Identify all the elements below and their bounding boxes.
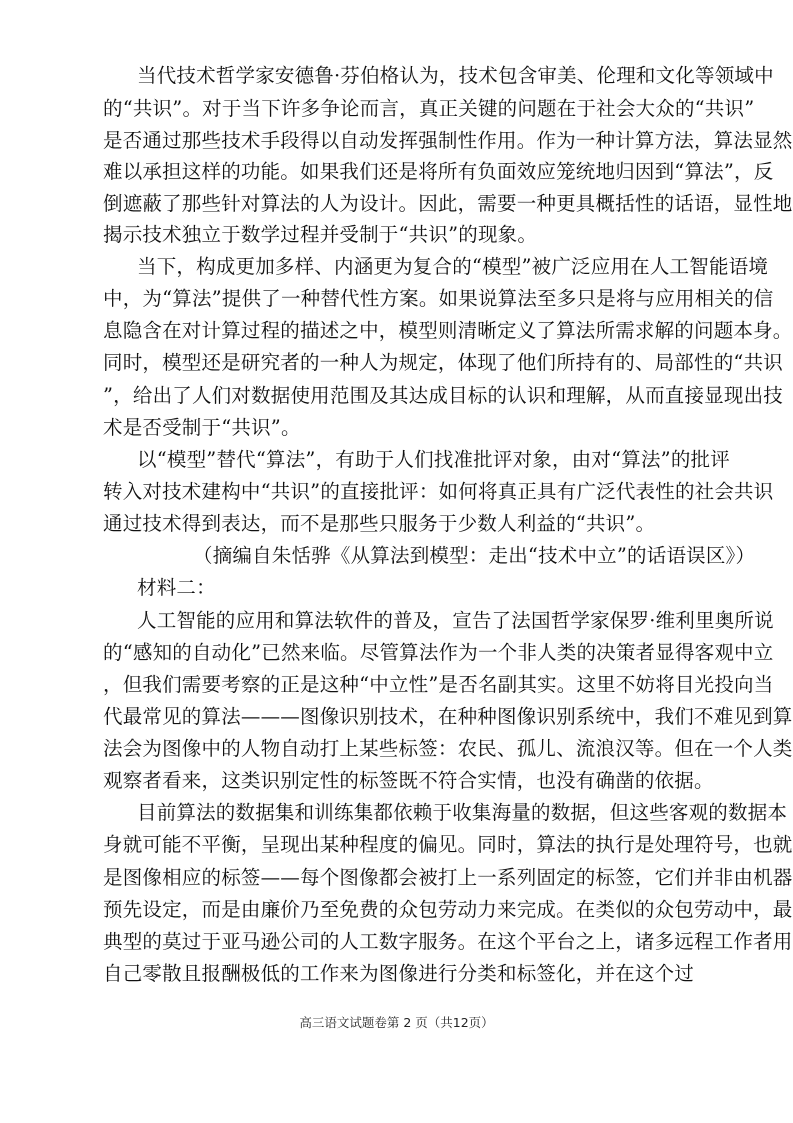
- paragraph-4-line-5: 法会为图像中的人物自动打上某些标签：农民、孤儿、流浪汉等。但在一个人类: [103, 737, 793, 760]
- paragraph-1-line-3: 是否通过那些技术手段得以自动发挥强制性作用。作为一种计算方法，算法显然: [103, 129, 793, 152]
- source-citation: （摘编自朱恬骅《从算法到模型：走出“技术中立”的话语误区》）: [193, 544, 756, 567]
- paragraph-3-line-1: 以“模型”替代“算法”，有助于人们找准批评对象，由对“算法”的批评: [137, 448, 730, 471]
- paragraph-2-line-5: ”，给出了人们对数据使用范围及其达成目标的认识和理解，从而直接显现出技: [103, 384, 783, 407]
- paragraph-3-line-2: 转入对技术建构中“共识”的直接批评：如何将真正具有广泛代表性的社会共识: [103, 480, 774, 503]
- paragraph-2-line-2: 中，为“算法”提供了一种替代性方案。如果说算法至多只是将与应用相关的信: [103, 287, 774, 310]
- paragraph-5-line-3: 是图像相应的标签——每个图像都会被打上一系列固定的标签，它们并非由机器: [103, 866, 793, 889]
- paragraph-3-line-3: 通过技术得到表达，而不是那些只服务于少数人利益的“共识”。: [103, 512, 656, 535]
- paragraph-1-line-6: 揭示技术独立于数学过程并受制于“共识”的现象。: [103, 223, 538, 246]
- paragraph-1-line-4: 难以承担这样的功能。如果我们还是将所有负面效应笼统地归因到“算法”，反: [103, 160, 774, 183]
- material-two-heading: 材料二：: [137, 576, 216, 599]
- paragraph-4-line-2: 的“感知的自动化”已然来临。尽管算法作为一个非人类的决策者显得客观中立: [103, 641, 774, 664]
- paragraph-2-line-3: 息隐含在对计算过程的描述之中，模型则清晰定义了算法所需求解的问题本身。: [103, 319, 793, 342]
- paragraph-1-line-1: 当代技术哲学家安德鲁·芬伯格认为，技术包含审美、伦理和文化等领域中: [137, 64, 774, 87]
- paragraph-2-line-6: 术是否受制于“共识”。: [103, 416, 301, 439]
- paragraph-2-line-4: 同时，模型还是研究者的一种人为规定，体现了他们所持有的、局部性的“共识: [103, 351, 783, 374]
- paragraph-5-line-1: 目前算法的数据集和训练集都依赖于收集海量的数据，但这些客观的数据本: [137, 801, 788, 824]
- paragraph-5-line-5: 典型的莫过于亚马逊公司的人工数字服务。在这个平台之上，诸多远程工作者用: [103, 930, 793, 953]
- paragraph-1-line-2: 的“共识”。对于当下许多争论而言，真正关键的问题在于社会大众的“共识”: [103, 97, 755, 120]
- paragraph-1-line-5: 倒遮蔽了那些针对算法的人为设计。因此，需要一种更具概括性的话语，显性地: [103, 192, 793, 215]
- paragraph-4-line-4: 代最常见的算法———图像识别技术，在种种图像识别系统中，我们不难见到算: [103, 705, 793, 728]
- paragraph-2-line-1: 当下，构成更加多样、内涵更为复合的“模型”被广泛应用在人工智能语境: [137, 255, 769, 278]
- paragraph-5-line-4: 预先设定，而是由廉价乃至免费的众包劳动力来完成。在类似的众包劳动中，最: [103, 898, 793, 921]
- paragraph-5-line-6: 自己零散且报酬极低的工作来为图像进行分类和标签化，并在这个过: [103, 962, 695, 985]
- paragraph-4-line-6: 观察者看来，这类识别定性的标签既不符合实情，也没有确凿的依据。: [103, 769, 714, 792]
- paragraph-4-line-1: 人工智能的应用和算法软件的普及，宣告了法国哲学家保罗·维利里奥所说: [137, 609, 774, 632]
- paragraph-5-line-2: 身就可能不平衡，呈现出某种程度的偏见。同时，算法的执行是处理符号，也就: [103, 833, 793, 856]
- paragraph-4-line-3: ，但我们需要考察的正是这种“中立性”是否名副其实。这里不妨将目光投向当: [103, 673, 774, 696]
- page-footer: 高三语文试题卷第 2 页（共12页）: [299, 1015, 494, 1030]
